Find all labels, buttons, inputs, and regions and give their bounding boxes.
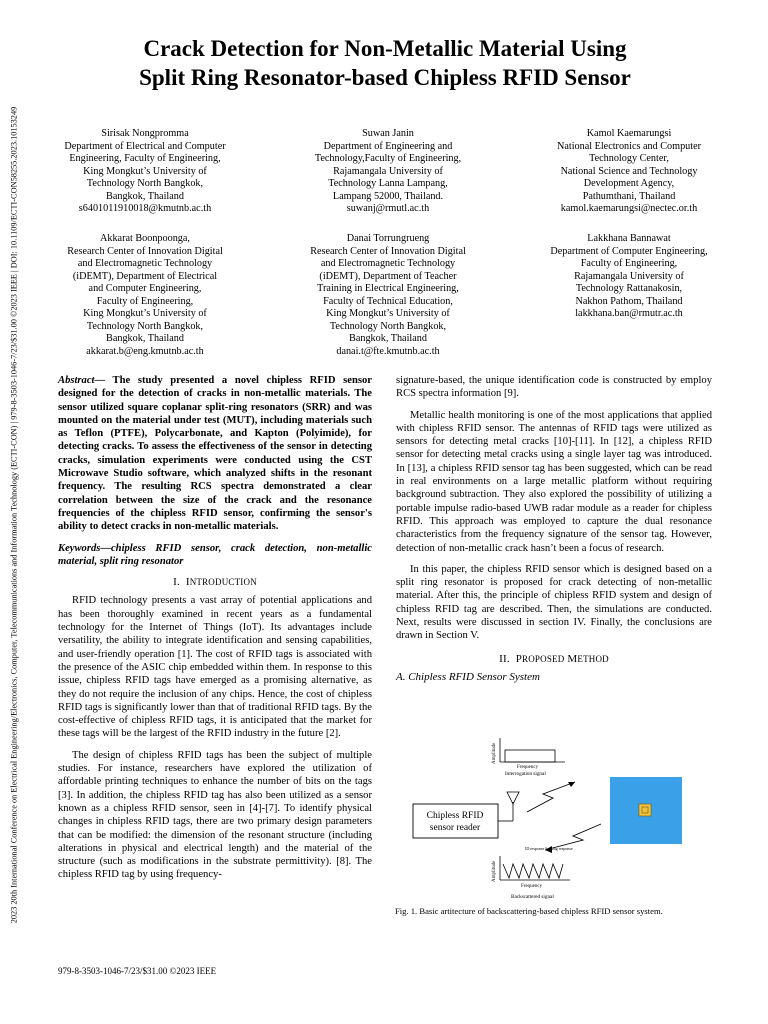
author-affiliation-line: Bangkok, Thailand <box>349 333 427 344</box>
author-name: Akkarat Boonpoonga, <box>100 233 190 244</box>
author-affiliation-line: National Science and Technology <box>560 165 698 177</box>
author-affiliation-line: Research Center of Innovation Digital <box>310 245 466 257</box>
footer-copyright: 979-8-3503-1046-7/23/$31.00 ©2023 IEEE <box>58 966 217 976</box>
author-email[interactable]: kamol.kaemarungsi@nectec.or.th <box>560 203 698 214</box>
interrogation-frequency-label: Frequency <box>517 765 539 770</box>
author-affiliation-line: King Mongkut’s University of <box>326 308 450 319</box>
figure-1-diagram <box>405 732 715 902</box>
author-affiliation-line: Technology North Bangkok, <box>86 178 204 189</box>
author-affiliation-line: Faculty of Engineering, <box>580 258 678 269</box>
author-affiliation-line: Technology Center, <box>589 153 669 164</box>
author-affiliation-line: Faculty of Engineering, <box>96 295 194 307</box>
author-affiliation-line: Lampang 52000, Thailand. <box>332 190 444 202</box>
reader-label-line-2: sensor reader <box>429 823 481 833</box>
author-affiliation-line: Development Agency, <box>583 178 675 189</box>
reader-label-line-1: Chipless RFID <box>426 811 484 821</box>
author-affiliation-line: Technology North Bangkok, <box>329 320 447 332</box>
author-5 <box>283 233 493 358</box>
backscatter-signal-trace <box>503 864 563 878</box>
sensing-response-label: Sensing response <box>545 846 573 851</box>
figure-1-caption: Fig. 1. Basic artitecture of backscattering-based chipless RFID sensor system. <box>395 906 663 916</box>
author-affiliation-line: Department of Computer Engineering, <box>550 245 708 257</box>
author-affiliation-line: Bangkok, Thailand <box>106 190 184 202</box>
author-affiliation-line: Technology,Faculty of Engineering, <box>314 153 462 164</box>
author-affiliation-line: and Computer Engineering, <box>88 283 202 294</box>
title-line-2: Split Ring Resonator-based Chipless RFID Sensor <box>139 65 631 90</box>
author-affiliation-line: Faculty of Technical Education, <box>323 295 453 307</box>
author-affiliation-line: King Mongkut’s University of <box>83 165 207 177</box>
author-6 <box>524 233 734 321</box>
right-paragraph-2: Metallic health monitoring is one of the most applications that applied with chipless RFID sensor. The antennas of RFID tags were utilized as sensors for detecting metal cracks [10]-[11]. In [12], a chipless RFID sensor for detecting metal cracks using a single layer tag was introduced. In [13], a chipless RFID sensor tag has been suggested, which can be read in real environments on a large metallic platform without requiring background subtraction. They also explored the possibility of utilizing a portable impulse radio-based UWB radar module as a reader for chipless RFID. This approach was employed to capture the dual resonance characteristics from the frequency signature of the sensor tag. However, detection of non-metallic crack hasn’t been a focus of research. <box>396 409 712 554</box>
author-email[interactable]: lakkhana.ban@rmutr.ac.th <box>575 308 683 319</box>
author-affiliation-line: Rajamangala University of <box>333 165 443 177</box>
author-name: Suwan Janin <box>362 128 414 139</box>
author-affiliation-line: Pathumthani, Thailand <box>582 190 676 202</box>
abstract <box>58 374 372 534</box>
left-column <box>58 374 372 882</box>
right-paragraph-3: In this paper, the chipless RFID sensor which is designed based on a split ring resonator is proposed for crack detecting of non-metallic material. After this, the principle of chipless RFID system and design of chipless RFID tag are described. Then, the simulations are conducted. Next, results were discussed in section IV. Finally, the conclusions are drawn in Section V. <box>396 563 712 642</box>
section-heading-introduction: I. INTRODUCTION <box>173 576 257 589</box>
interrogation-amplitude-label: Amplitude <box>492 742 497 764</box>
author-affiliation-line: (iDEMT), Department of Electrical <box>72 270 218 282</box>
author-affiliation-line: King Mongkut’s University of <box>83 308 207 319</box>
intro-paragraph-2: The design of chipless RFID tags has been the subject of multiple studies. For instance, researchers have explored the utilization of affordable printing techniques to enhance the number of bits on the tags [3]. In addition, the chipless RFID tag has also been utilized as a sensor known as a chipless RFID sensor, seen in [4]-[7]. To identify physical changes in chipless RFID tags, there are two primary design parameters that can be modified: the dimension of the resonant structure (including alterations in physical and electrical length) and the material of the structure (such as modifications in the substrate permittivity). [8]. The chipless RFID tag by using frequency- <box>58 749 372 881</box>
author-affiliation-line: Technology Rattanakosin, <box>575 283 683 294</box>
author-email[interactable]: akkarat.b@eng.kmutnb.ac.th <box>86 345 204 357</box>
author-affiliation-line: Engineering, Faculty of Engineering, <box>69 153 221 164</box>
author-affiliation-line: Department of Engineering and <box>323 140 453 152</box>
author-3 <box>524 128 734 216</box>
author-name: Kamol Kaemarungsi <box>586 128 672 139</box>
side-doi-text: 2023 20th International Conference on Electrical Engineering/Electronics, Computer, Telecommunications and Information Technology (ECTI-CON) | 979-8-3503-1046-7/23/$31.00 ©2023 IEEE | DOI: 10.1109/ECTI-CON58255.2023.10153249 <box>9 106 19 924</box>
author-affiliation-line: and Electromagnetic Technology <box>77 258 213 269</box>
author-affiliation-line: (iDEMT), Department of Teacher <box>319 270 457 282</box>
author-affiliation-line: Technology Lanna Lampang, <box>328 178 448 189</box>
author-4 <box>40 233 250 358</box>
interrogation-signal-label: Interrogation signal <box>505 771 546 777</box>
author-affiliation-line: Rajamangala University of <box>574 270 684 282</box>
author-affiliation-line: and Electromagnetic Technology <box>320 258 456 269</box>
interrogation-arrow <box>527 782 575 812</box>
section-heading-proposed-method: II. PROPOSED METHOD <box>499 652 609 665</box>
right-column <box>396 374 712 688</box>
author-name: Danai Torrungrueng <box>346 233 430 244</box>
subsection-heading-a: A. Chipless RFID Sensor System <box>396 670 540 683</box>
author-affiliation-line: Technology North Bangkok, <box>86 320 204 332</box>
abstract-text: The study presented a novel chipless RFID sensor designed for the detection of cracks in non-metallic materials. The sensor utilized square coplanar split-ring resonators (SRR) and was mounted on the material under test (MUT), including materials such as Teflon (PTFE), Polycarbonate, and Kapton (Polyimide), for detecting cracks. To assess the effectiveness of the sensor in detecting cracks, simulation experiments were conducted using the CST Microwave Studio software, which analyzed shifts in the resonant frequency. The resulting RCS spectra demonstrated a clear correlation between the size of the crack and the resonance frequencies of the chipless RFID sensor, confirming the sensor's ability to detect cracks in non-metallic materials. <box>58 375 372 533</box>
split-ring-resonator <box>639 804 651 816</box>
interrogation-pulse <box>505 750 555 762</box>
author-affiliation-line: Department of Electrical and Computer <box>64 140 226 152</box>
author-email[interactable]: danai.t@fte.kmutnb.ac.th <box>336 345 440 357</box>
author-email[interactable]: suwanj@rmutl.ac.th <box>346 203 430 214</box>
author-name: Sirisak Nongpromma <box>101 128 189 139</box>
author-affiliation-line: Training in Electrical Engineering, <box>317 283 459 294</box>
backscatter-frequency-label: Frequency <box>521 884 543 889</box>
intro-paragraph-1: RFID technology presents a vast array of potential applications and has been thoroughly examined in recent years as a fundamental technology for the Internet of Things (IoT). Its advantages include versatility, the ability to integrate identification and sensing capabilities, and user-friendly operation [1]. The cost of RFID tags is associated with the presence of the ASIC chip embedded within them. In response to this issue, chipless RFID tags have emerged as a promising alternative, as they do not require the inclusion of any chips. Hence, the cost of chipless RFID tags is significantly lower than that of traditional RFID tags. By the cost-effective of chipless RFID tags, it is anticipated that the market for these tags will be the largest of the RFID industry in the future [2]. <box>58 595 372 740</box>
author-2 <box>283 128 493 216</box>
author-affiliation-line: Bangkok, Thailand <box>106 333 184 344</box>
title-line-1: Crack Detection for Non-Metallic Material Using <box>143 36 627 61</box>
paper-title <box>60 34 710 92</box>
id-response-label: ID response <box>525 846 545 851</box>
author-affiliation-line: Nakhon Pathom, Thailand <box>575 295 683 307</box>
author-affiliation-line: Research Center of Innovation Digital <box>67 245 223 257</box>
right-paragraph-1: signature-based, the unique identification code is constructed by employ RCS spectra information [9]. <box>396 375 712 400</box>
author-1 <box>40 128 250 216</box>
side-doi-strip <box>2 30 26 1000</box>
author-affiliation-line: National Electronics and Computer <box>557 140 701 152</box>
backscattered-signal-label: Backscattered signal <box>511 894 554 900</box>
author-email[interactable]: s6401011910018@kmutnb.ac.th <box>78 203 212 214</box>
author-name: Lakkhana Bannawat <box>587 233 671 244</box>
abstract-label: Abstract— <box>58 375 106 386</box>
backscatter-amplitude-label: Amplitude <box>492 860 497 882</box>
keywords: Keywords—chipless RFID sensor, crack detection, non-metallic material, split ring resonator <box>58 542 372 567</box>
